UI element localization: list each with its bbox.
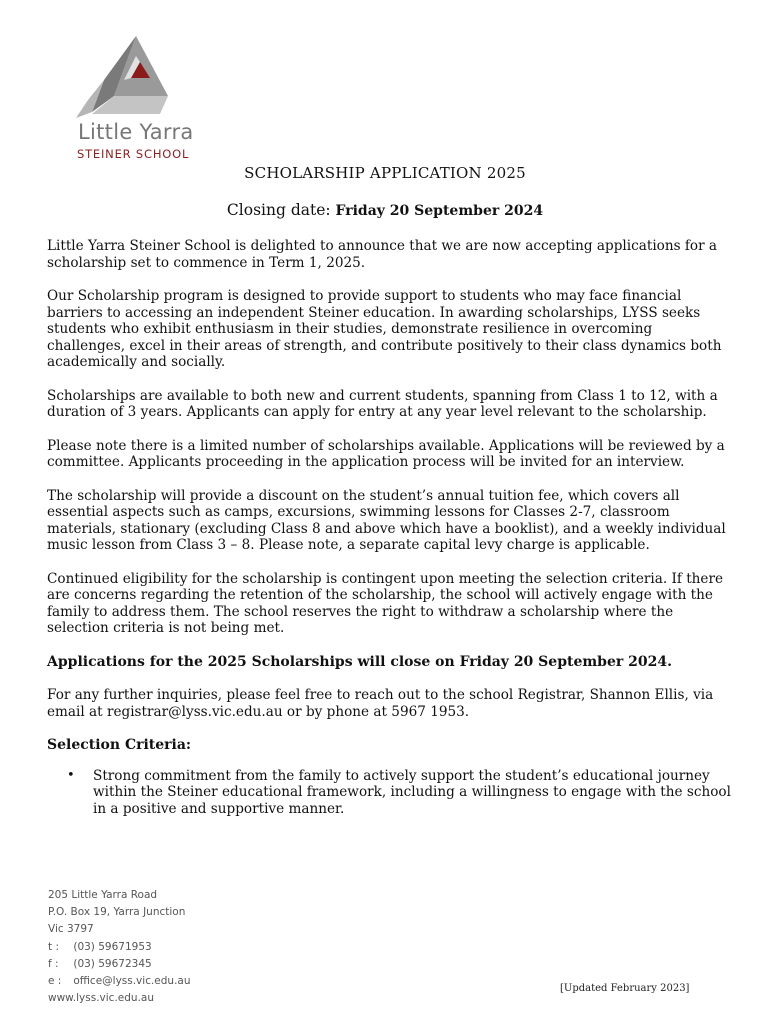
paragraph-inquiries: For any further inquiries, please feel free to reach out to the school Registrar, Shannon Ellis, via email at registrar@lyss.vic.edu.au or by phone at 5967 1953. — [47, 687, 714, 720]
email-label: e : — [48, 975, 62, 988]
footer-address-1: 205 Little Yarra Road — [48, 889, 158, 901]
page-title: SCHOLARSHIP APPLICATION 2025 — [244, 164, 526, 182]
footer-contact — [48, 887, 191, 1007]
document-body — [47, 238, 733, 817]
footer-email — [48, 973, 191, 990]
footer-address-3: Vic 3797 — [48, 923, 94, 936]
phone-label: t : — [48, 940, 59, 953]
bullet-icon: • — [67, 767, 75, 783]
paragraph-eligibility: Continued eligibility for the scholarship is contingent upon meeting the selection criteria. If there are concerns regarding the retention of the scholarship, the school will actively engage with the family to address them. The school reserves the right to withdraw a scholarship where the selection criteria is not being met. — [47, 570, 724, 636]
closing-date-value: Friday 20 September 2024 — [335, 203, 544, 219]
email-address: office@lyss.vic.edu.au — [73, 975, 191, 988]
closing-date — [0, 201, 770, 219]
logo-school-subtitle: STEINER SCHOOL — [77, 147, 190, 161]
footer-phone — [48, 939, 191, 956]
paragraph-discount: The scholarship will provide a discount on the student’s annual tuition fee, which covers all essential aspects such as camps, excursions, swimming lessons for Classes 2-7, classroom materials, stationary (excluding Class 8 and above which have a booklist), and a weekly individual music lesson from Class 3 – 8. Please note, a separate capital levy charge is applicable. — [47, 487, 726, 553]
paragraph-limited: Please note there is a limited number of scholarships available. Applications will be reviewed by a committee. Applicants proceeding in the application process will be invited for an interview. — [47, 437, 725, 470]
school-logo — [70, 34, 210, 164]
list-item — [47, 768, 733, 818]
footer-address-2: P.O. Box 19, Yarra Junction — [48, 906, 186, 919]
updated-note: [Updated February 2023] — [560, 983, 690, 994]
paragraph-availability: Scholarships are available to both new and current students, spanning from Class 1 to 12, with a duration of 3 years. Applicants can apply for entry at any year level relevant to the scholarship. — [47, 387, 718, 420]
closing-date-label: Closing date: — [226, 201, 331, 219]
criteria-list — [47, 768, 733, 818]
criteria-item-text: Strong commitment from the family to actively support the student’s educational journey within the Steiner educational framework, including a willingness to engage with the school in a positive and supportive manner. — [93, 767, 731, 817]
paragraph-program: Our Scholarship program is designed to provide support to students who may face financial barriers to accessing an independent Steiner education. In awarding scholarships, LYSS seeks students who exhibit enthusiasm in their studies, demonstrate resilience in overcoming challenges, excel in their areas of strength, and contribute positively to their class dynamics both academically and socially. — [47, 288, 722, 370]
paragraph-intro: Little Yarra Steiner School is delighted to announce that we are now accepting applications for a scholarship set to commence in Term 1, 2025. — [47, 238, 718, 271]
phone-number: (03) 59671953 — [73, 940, 152, 953]
logo-triangle-icon — [74, 34, 170, 120]
close-notice: Applications for the 2025 Scholarships will close on Friday 20 September 2024. — [47, 653, 672, 670]
fax-label: f : — [48, 957, 59, 970]
footer-fax — [48, 956, 191, 973]
criteria-heading: Selection Criteria: — [47, 737, 192, 753]
logo-school-name: Little Yarra — [78, 120, 194, 144]
fax-number: (03) 59672345 — [73, 957, 152, 970]
footer-website: www.lyss.vic.edu.au — [48, 992, 154, 1005]
